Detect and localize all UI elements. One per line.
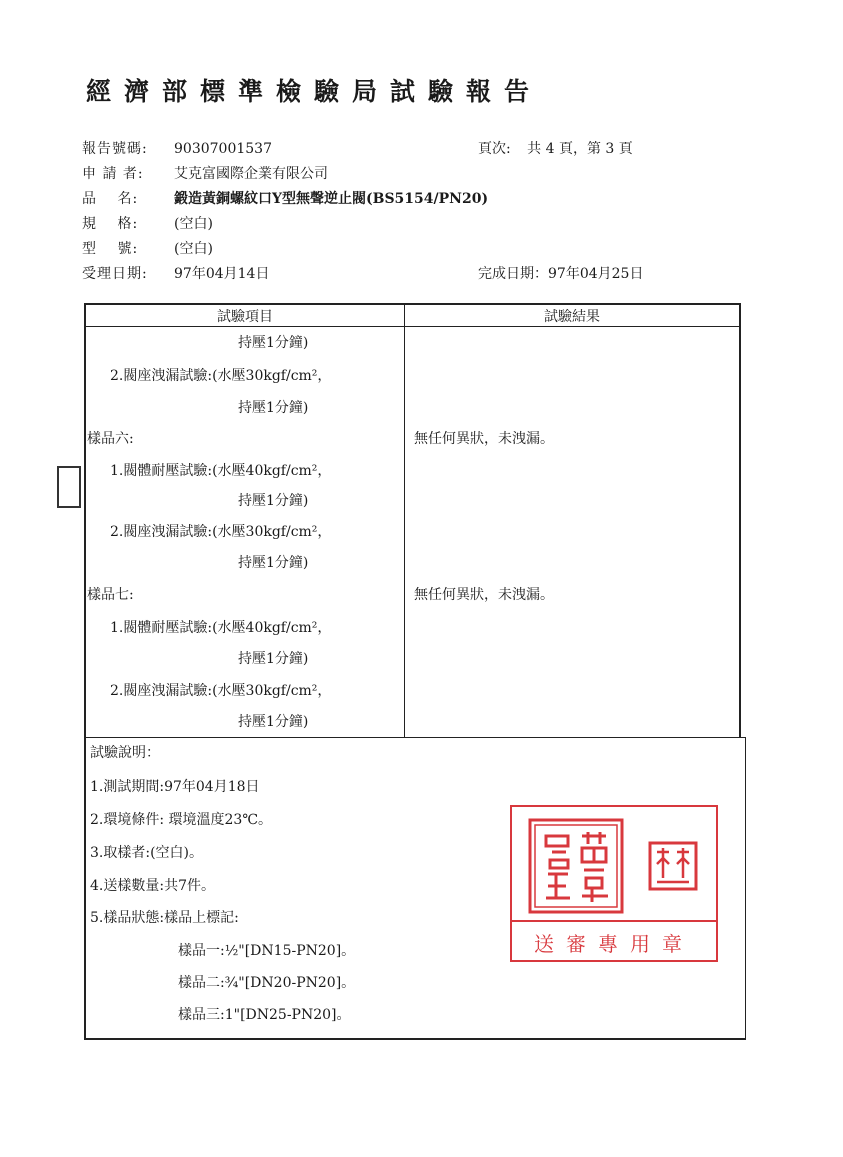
sample-marking: 樣品一:½"[DN15-PN20]。 <box>178 943 356 959</box>
product-value: 鍛造黃銅螺紋口Y型無聲逆止閥(BS5154/PN20) <box>174 191 489 207</box>
spec-row <box>82 213 213 233</box>
received-date-label: 受理日期: <box>82 266 148 282</box>
applicant-row <box>82 163 328 183</box>
spec-value: (空白) <box>174 216 213 232</box>
sample-seven-result: 無任何異狀，未洩漏。 <box>414 587 554 603</box>
product-row <box>82 188 488 208</box>
model-label: 型 號: <box>82 241 139 257</box>
report-number-label: 報告號碼: <box>82 141 148 157</box>
page-label: 頁次: <box>478 141 511 157</box>
sample-marking: 樣品二:¾"[DN20-PN20]。 <box>178 975 356 991</box>
product-label: 品 名: <box>82 191 139 207</box>
table-row: 持壓1分鐘) <box>238 651 309 667</box>
table-bottom-border <box>84 1038 746 1040</box>
model-value: (空白) <box>174 241 213 257</box>
completed-date <box>478 263 643 283</box>
table-right-border <box>739 303 741 738</box>
received-date-value: 97年04月14日 <box>174 266 270 282</box>
review-stamp <box>510 805 718 962</box>
spec-label: 規 格: <box>82 216 139 232</box>
table-header-border <box>84 326 740 327</box>
completed-date-value: 97年04月25日 <box>548 266 644 282</box>
notes-item: 1.測試期間:97年04月18日 <box>90 779 260 795</box>
sample-seven-heading: 樣品七: <box>87 587 134 603</box>
notes-item: 2.環境條件: 環境溫度23℃。 <box>90 812 272 828</box>
notes-item: 5.樣品狀態:樣品上標記: <box>90 910 239 926</box>
table-column-divider <box>404 303 405 738</box>
table-row: 2.閥座洩漏試驗:(水壓30kgf/cm²， <box>110 368 332 384</box>
company-seal-icon <box>526 816 626 916</box>
column-header-results: 試驗結果 <box>544 309 600 325</box>
table-top-border <box>84 303 740 305</box>
applicant-label: 申 請 者: <box>82 166 144 182</box>
page-info <box>478 138 633 158</box>
stamp-label: 送審專用章 <box>534 932 694 956</box>
column-header-items: 試驗項目 <box>217 309 273 325</box>
sample-marking: 樣品三:1"[DN25-PN20]。 <box>178 1007 351 1023</box>
received-date-row <box>82 263 269 283</box>
table-row: 1.閥體耐壓試驗:(水壓40kgf/cm²， <box>110 620 332 636</box>
completed-date-label: 完成日期： <box>478 266 548 282</box>
personal-seal-icon <box>647 840 699 892</box>
report-number-value: 90307001537 <box>174 141 272 157</box>
table-row: 1.閥體耐壓試驗:(水壓40kgf/cm²， <box>110 463 332 479</box>
table-row: 持壓1分鐘) <box>238 555 309 571</box>
table-row: 持壓1分鐘) <box>238 400 309 416</box>
stamp-divider <box>512 920 716 922</box>
table-row: 2.閥座洩漏試驗:(水壓30kgf/cm²， <box>110 683 332 699</box>
table-row: 持壓1分鐘) <box>238 493 309 509</box>
table-left-border <box>84 303 86 1039</box>
page-title: 經濟部標準檢驗局試驗報告 <box>86 77 543 106</box>
sample-six-result: 無任何異狀，未洩漏。 <box>414 431 554 447</box>
model-row <box>82 238 213 258</box>
notes-item: 3.取樣者:(空白)。 <box>90 845 203 861</box>
table-mid-border <box>84 737 746 738</box>
sample-six-heading: 樣品六: <box>87 431 134 447</box>
notes-right-border <box>745 737 746 1039</box>
binding-mark-icon <box>57 466 81 508</box>
report-number-row <box>82 138 272 158</box>
page-value: 共 4 頁，第 3 頁 <box>527 141 633 157</box>
table-row: 2.閥座洩漏試驗:(水壓30kgf/cm²， <box>110 524 332 540</box>
notes-heading: 試驗說明： <box>90 745 160 761</box>
notes-item: 4.送樣數量:共7件。 <box>90 878 215 894</box>
table-row: 持壓1分鐘) <box>238 335 309 351</box>
table-row: 持壓1分鐘) <box>238 714 309 730</box>
applicant-value: 艾克富國際企業有限公司 <box>174 166 328 182</box>
